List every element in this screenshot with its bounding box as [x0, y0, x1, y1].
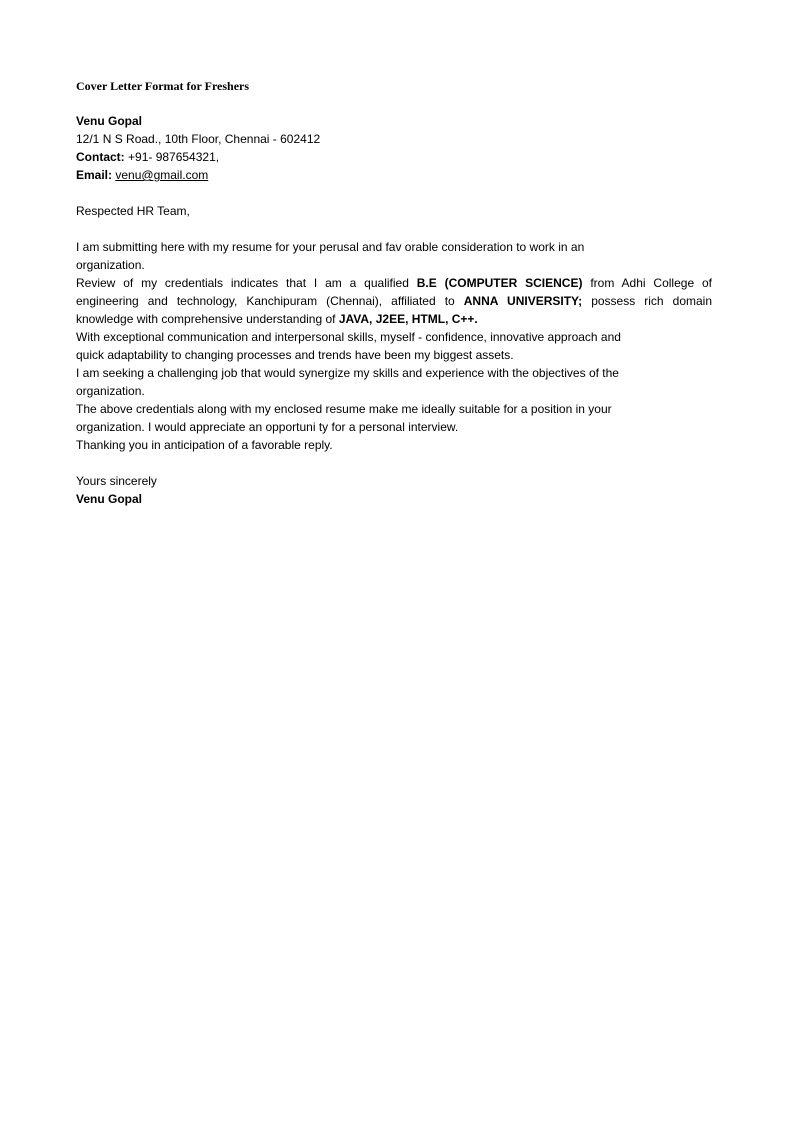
body-line: With exceptional communication and interpersonal skills, myself - confidence, innovative approach and: [76, 330, 621, 344]
email-link[interactable]: venu@gmail.com: [115, 168, 209, 182]
sender-contact: [76, 148, 219, 166]
skills-text: JAVA, J2EE, HTML, C++.: [338, 312, 478, 326]
body-line: organization. I would appreciate an opportuni ty for a personal interview.: [76, 420, 459, 434]
body-line: Thanking you in anticipation of a favorable reply.: [76, 438, 333, 452]
sender-address: 12/1 N S Road., 10th Floor, Chennai - 602412: [76, 132, 321, 146]
degree-text: B.E (COMPUTER SCIENCE): [416, 276, 583, 290]
university-text: ANNA UNIVERSITY;: [463, 294, 583, 308]
document-title: Cover Letter Format for Freshers: [76, 79, 250, 93]
body-line: organization.: [76, 258, 145, 272]
body-line: [76, 274, 712, 292]
body-text: from Adhi College of: [582, 276, 712, 290]
email-label: Email:: [76, 168, 113, 182]
body-line: I am seeking a challenging job that would synergize my skills and experience with the objectives of the: [76, 366, 619, 380]
body-text: engineering and technology, Kanchipuram (Chennai), affiliated to: [76, 294, 464, 308]
sender-email: [76, 166, 208, 184]
sender-name: Venu Gopal: [76, 114, 143, 128]
contact-label: Contact:: [76, 150, 125, 164]
body-line: [76, 310, 478, 328]
body-text: Review of my credentials indicates that I am a qualified: [76, 276, 417, 290]
body-line: [76, 292, 712, 310]
salutation: Respected HR Team,: [76, 204, 190, 218]
body-line: organization.: [76, 384, 145, 398]
body-text: knowledge with comprehensive understanding of: [76, 312, 339, 326]
contact-value: +91- 987654321,: [124, 150, 220, 164]
closing: Yours sincerely: [76, 474, 157, 488]
signature-name: Venu Gopal: [76, 492, 143, 506]
body-line: quick adaptability to changing processes and trends have been my biggest assets.: [76, 348, 514, 362]
body-line: The above credentials along with my enclosed resume make me ideally suitable for a position in your: [76, 402, 612, 416]
body-line: I am submitting here with my resume for your perusal and fav orable consideration to work in an: [76, 240, 585, 254]
body-text: possess rich domain: [582, 294, 713, 308]
